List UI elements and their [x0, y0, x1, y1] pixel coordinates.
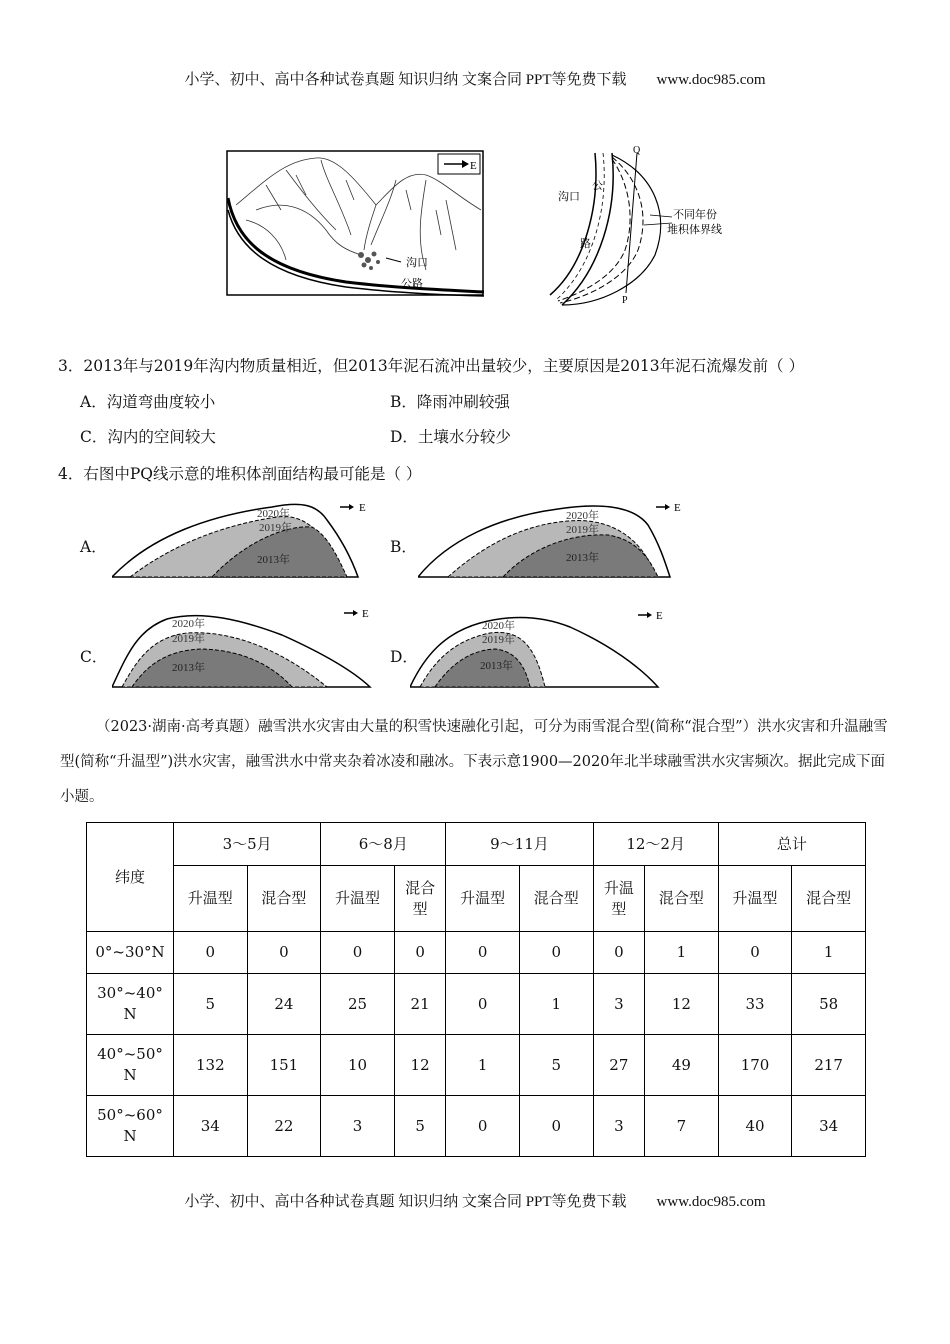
p-label: P	[622, 295, 628, 306]
road-char-2: 路	[580, 238, 591, 250]
value-cell: 25	[321, 974, 395, 1035]
q4-option-b-letter[interactable]: B．	[390, 538, 417, 556]
profile-b-year-2020: 2020年	[566, 510, 599, 522]
value-cell: 58	[792, 974, 866, 1035]
table-row	[87, 974, 866, 1035]
q3-option-b[interactable]: B．降雨冲刷较强	[390, 393, 510, 411]
value-cell: 22	[247, 1096, 321, 1157]
gully-sketch-figure	[226, 150, 486, 298]
value-cell: 1	[446, 1035, 520, 1096]
page-footer	[0, 1190, 950, 1211]
value-cell: 0	[519, 932, 593, 974]
type-subheader: 升温型	[446, 866, 520, 932]
passage-intro: （2023·湖南·高考真题）融雪洪水灾害由大量的积雪快速融化引起，可分为雨雪混合型(简称“混合型”）洪水灾害和升温融雪型(简称“升温型”)洪水灾害，融雪洪水中常夹杂着冰凌和融冰。下表示意1900—2020年北半球融雪洪水灾害频次。据此完成下面小题。	[60, 719, 888, 805]
value-cell: 33	[718, 974, 792, 1035]
gully-mouth-label: 沟口	[406, 257, 428, 269]
type-subheader: 混合型	[519, 866, 593, 932]
q3-option-d[interactable]: D．土壤水分较少	[390, 428, 511, 446]
gully-mouth-label-right: 沟口	[558, 191, 580, 203]
type-subheader: 升温型	[174, 866, 248, 932]
q4-option-a-letter[interactable]: A．	[80, 538, 107, 556]
table-row	[87, 1035, 866, 1096]
footer-url[interactable]: www.doc985.com	[656, 1194, 766, 1210]
value-cell: 0	[174, 932, 248, 974]
value-cell: 151	[247, 1035, 321, 1096]
value-cell: 132	[174, 1035, 248, 1096]
profile-c	[112, 605, 377, 690]
type-subheader: 混合型	[247, 866, 321, 932]
profile-c-east: E	[362, 608, 369, 620]
value-cell: 0	[247, 932, 321, 974]
value-cell: 12	[645, 974, 719, 1035]
boundary-label-1: 不同年份	[673, 209, 717, 221]
profile-d	[410, 605, 675, 690]
page-header	[0, 68, 950, 89]
profile-b-east: E	[674, 502, 681, 514]
value-cell: 7	[645, 1096, 719, 1157]
profile-c-year-2020: 2020年	[172, 618, 205, 630]
season-header: 6～8月	[321, 823, 446, 866]
value-cell: 3	[321, 1096, 395, 1157]
value-cell: 40	[718, 1096, 792, 1157]
question-4-stem: 4．右图中PQ线示意的堆积体剖面结构最可能是（ ）	[58, 465, 422, 483]
profile-b	[418, 495, 688, 580]
flood-frequency-table	[86, 822, 866, 1157]
lat-cell: 0°~30°N	[87, 932, 174, 974]
profile-a-year-2013: 2013年	[257, 554, 290, 566]
road-label: 公路	[401, 278, 423, 290]
header-text: 小学、初中、高中各种试卷真题 知识归纳 文案合同 PPT等免费下载	[184, 72, 627, 88]
type-subheader: 混合型	[792, 866, 866, 932]
footer-text: 小学、初中、高中各种试卷真题 知识归纳 文案合同 PPT等免费下载	[184, 1194, 627, 1210]
profile-a-year-2019: 2019年	[259, 522, 292, 534]
value-cell: 0	[519, 1096, 593, 1157]
profile-a-east: E	[359, 502, 366, 514]
season-header: 9～11月	[446, 823, 593, 866]
profile-c-year-2013: 2013年	[172, 662, 205, 674]
type-subheader: 混合 型	[394, 866, 446, 932]
value-cell: 12	[394, 1035, 446, 1096]
lat-header: 纬度	[87, 823, 174, 932]
profile-a	[112, 495, 372, 580]
value-cell: 3	[593, 974, 645, 1035]
value-cell: 5	[394, 1096, 446, 1157]
value-cell: 5	[519, 1035, 593, 1096]
value-cell: 5	[174, 974, 248, 1035]
value-cell: 27	[593, 1035, 645, 1096]
profile-a-year-2020: 2020年	[257, 508, 290, 520]
q4-option-d-letter[interactable]: D．	[390, 648, 418, 666]
table-row	[87, 932, 866, 974]
value-cell: 10	[321, 1035, 395, 1096]
value-cell: 0	[394, 932, 446, 974]
value-cell: 0	[321, 932, 395, 974]
profile-d-year-2013: 2013年	[480, 660, 513, 672]
value-cell: 0	[446, 974, 520, 1035]
value-cell: 170	[718, 1035, 792, 1096]
lat-cell: 30°~40° N	[87, 974, 174, 1035]
q-label: Q	[633, 145, 641, 156]
value-cell: 0	[593, 932, 645, 974]
profile-b-year-2013: 2013年	[566, 552, 599, 564]
total-header: 总计	[718, 823, 865, 866]
question-3-stem: 3．2013年与2019年沟内物质量相近，但2013年泥石流冲出量较少，主要原因是2013年泥石流爆发前（ ）	[58, 357, 805, 375]
value-cell: 0	[718, 932, 792, 974]
season-header: 12～2月	[593, 823, 718, 866]
value-cell: 24	[247, 974, 321, 1035]
value-cell: 3	[593, 1096, 645, 1157]
type-subheader: 混合型	[645, 866, 719, 932]
lat-cell: 50°~60° N	[87, 1096, 174, 1157]
type-subheader: 升温型	[718, 866, 792, 932]
east-label: E	[470, 160, 477, 172]
deposit-plan-figure	[540, 145, 740, 315]
value-cell: 1	[645, 932, 719, 974]
q4-option-c-letter[interactable]: C．	[80, 648, 108, 666]
table-row	[87, 1096, 866, 1157]
lat-cell: 40°~50° N	[87, 1035, 174, 1096]
profile-d-east: E	[656, 610, 663, 622]
value-cell: 49	[645, 1035, 719, 1096]
season-header: 3～5月	[174, 823, 321, 866]
profile-c-year-2019: 2019年	[172, 633, 205, 645]
road-char-1: 公	[592, 180, 603, 192]
value-cell: 0	[446, 1096, 520, 1157]
profile-d-year-2020: 2020年	[482, 620, 515, 632]
value-cell: 21	[394, 974, 446, 1035]
boundary-label-2: 堆积体界线	[667, 224, 722, 236]
type-subheader: 升温 型	[593, 866, 645, 932]
header-url[interactable]: www.doc985.com	[656, 72, 766, 88]
value-cell: 1	[792, 932, 866, 974]
profile-d-year-2019: 2019年	[482, 634, 515, 646]
value-cell: 0	[446, 932, 520, 974]
value-cell: 34	[792, 1096, 866, 1157]
value-cell: 34	[174, 1096, 248, 1157]
type-subheader: 升温型	[321, 866, 395, 932]
profile-b-year-2019: 2019年	[566, 524, 599, 536]
value-cell: 217	[792, 1035, 866, 1096]
value-cell: 1	[519, 974, 593, 1035]
q3-option-c[interactable]: C．沟内的空间较大	[80, 428, 216, 446]
q3-option-a[interactable]: A．沟道弯曲度较小	[80, 393, 216, 411]
